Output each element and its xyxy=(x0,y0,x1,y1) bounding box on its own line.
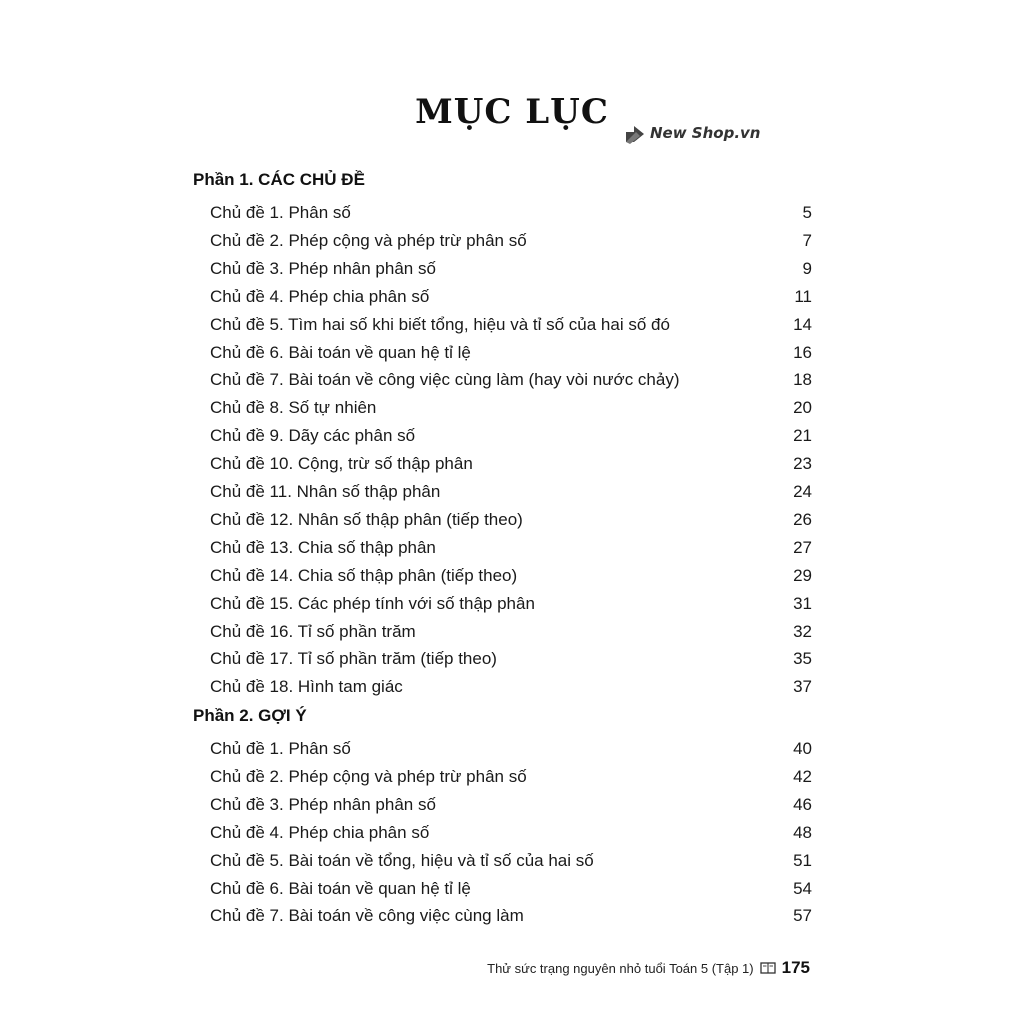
toc-entry xyxy=(210,370,812,392)
toc-entry xyxy=(210,879,812,901)
toc-entry-page: 27 xyxy=(793,537,812,557)
toc-entry-label: Chủ đề 15. Các phép tính với số thập phân xyxy=(210,593,535,613)
toc-entry xyxy=(210,259,812,281)
toc-entry-page: 14 xyxy=(793,314,812,334)
toc-entry xyxy=(210,851,812,873)
toc-entry-label: Chủ đề 17. Tỉ số phần trăm (tiếp theo) xyxy=(210,649,497,669)
toc-entry-label: Chủ đề 3. Phép nhân phân số xyxy=(210,258,436,278)
book-icon xyxy=(760,961,776,975)
toc-entry xyxy=(210,454,812,476)
toc-entry-page: 26 xyxy=(793,509,812,529)
toc-entry-page: 54 xyxy=(793,878,812,898)
toc-entry-label: Chủ đề 11. Nhân số thập phân xyxy=(210,482,441,501)
toc-entry-page: 51 xyxy=(793,850,812,870)
toc-entry-page: 18 xyxy=(793,370,812,390)
toc-entry-page: 7 xyxy=(802,230,812,250)
arrow-logo-icon xyxy=(624,122,646,144)
toc-entry xyxy=(210,566,812,588)
toc-entry-page: 20 xyxy=(793,398,812,418)
toc-entry xyxy=(210,203,812,225)
toc-entry-label: Chủ đề 2. Phép cộng và phép trừ phân số xyxy=(210,766,527,786)
logo-text: New Shop.vn xyxy=(650,124,761,142)
toc-entry xyxy=(210,739,812,761)
toc-entry xyxy=(210,482,812,504)
toc-entry-page: 9 xyxy=(802,258,812,278)
toc-entry-page: 29 xyxy=(793,565,812,585)
toc-entry xyxy=(210,315,812,337)
toc-entry-label: Chủ đề 5. Bài toán về tổng, hiệu và tỉ số của hai số xyxy=(210,850,594,870)
toc-entry-label: Chủ đề 6. Bài toán về quan hệ tỉ lệ xyxy=(210,342,471,362)
toc-entry xyxy=(210,677,812,699)
toc-entry-label: Chủ đề 6. Bài toán về quan hệ tỉ lệ xyxy=(210,878,471,898)
toc-entry-label: Chủ đề 18. Hình tam giác xyxy=(210,677,403,697)
toc-entry-page: 32 xyxy=(793,621,812,641)
toc-entry-label: Chủ đề 5. Tìm hai số khi biết tổng, hiệu và tỉ số của hai số đó xyxy=(210,314,670,334)
toc-entry xyxy=(210,906,812,928)
toc-entry-label: Chủ đề 13. Chia số thập phân xyxy=(210,537,436,557)
newshop-logo xyxy=(624,120,761,146)
footer-page-number: 175 xyxy=(781,958,810,977)
page-footer xyxy=(0,958,810,978)
toc-entry-page: 35 xyxy=(793,649,812,669)
toc-entry xyxy=(210,231,812,253)
toc-entry xyxy=(210,622,812,644)
section-heading: Phần 1. CÁC CHỦ ĐỀ xyxy=(193,170,365,189)
toc-entry-label: Chủ đề 7. Bài toán về công việc cùng làm (hay vòi nước chảy) xyxy=(210,370,680,390)
toc-entry-page: 23 xyxy=(793,454,812,474)
toc-entry xyxy=(210,510,812,532)
toc-entry xyxy=(210,649,812,671)
toc-entry-label: Chủ đề 4. Phép chia phân số xyxy=(210,822,430,842)
toc-entry xyxy=(210,795,812,817)
toc-entry-page: 11 xyxy=(794,286,812,306)
toc-entry-page: 31 xyxy=(793,593,812,613)
toc-entry-page: 21 xyxy=(793,426,812,446)
page-title: MỤC LỤC xyxy=(415,92,609,132)
toc-entry-label: Chủ đề 14. Chia số thập phân (tiếp theo) xyxy=(210,565,518,585)
toc-entry xyxy=(210,343,812,365)
toc-entry-label: Chủ đề 10. Cộng, trừ số thập phân xyxy=(210,454,473,474)
toc-entry-label: Chủ đề 9. Dãy các phân số xyxy=(210,426,416,446)
toc-entry xyxy=(210,398,812,420)
toc-entry-page: 5 xyxy=(802,203,812,222)
toc-entry-label: Chủ đề 16. Tỉ số phần trăm xyxy=(210,621,416,641)
section-heading: Phần 2. GỢI Ý xyxy=(193,706,307,725)
toc-entry-page: 42 xyxy=(793,766,812,786)
toc-entry-label: Chủ đề 12. Nhân số thập phân (tiếp theo) xyxy=(210,509,523,529)
toc-entry-label: Chủ đề 4. Phép chia phân số xyxy=(210,286,430,306)
toc-entry-page: 16 xyxy=(793,342,812,362)
toc-entry-label: Chủ đề 7. Bài toán về công việc cùng làm xyxy=(210,906,524,926)
footer-book-title: Thử sức trạng nguyên nhỏ tuổi Toán 5 (Tập 1) xyxy=(487,960,754,976)
toc-entry-label: Chủ đề 8. Số tự nhiên xyxy=(210,398,377,418)
toc-entry-label: Chủ đề 2. Phép cộng và phép trừ phân số xyxy=(210,230,527,250)
toc-entry-label: Chủ đề 3. Phép nhân phân số xyxy=(210,794,436,814)
toc-entry-label: Chủ đề 1. Phân số xyxy=(210,203,351,222)
toc-entry xyxy=(210,426,812,448)
toc-entry-page: 57 xyxy=(793,906,812,926)
toc-entry xyxy=(210,538,812,560)
toc-entry xyxy=(210,767,812,789)
toc-entry-label: Chủ đề 1. Phân số xyxy=(210,739,351,758)
toc-entry xyxy=(210,287,812,309)
toc-entry-page: 37 xyxy=(793,677,812,697)
toc-entry-page: 48 xyxy=(793,822,812,842)
toc-entry xyxy=(210,594,812,616)
toc-entry-page: 46 xyxy=(793,794,812,814)
toc-entry-page: 24 xyxy=(793,482,812,501)
toc-entry xyxy=(210,823,812,845)
toc-entry-page: 40 xyxy=(793,739,812,758)
